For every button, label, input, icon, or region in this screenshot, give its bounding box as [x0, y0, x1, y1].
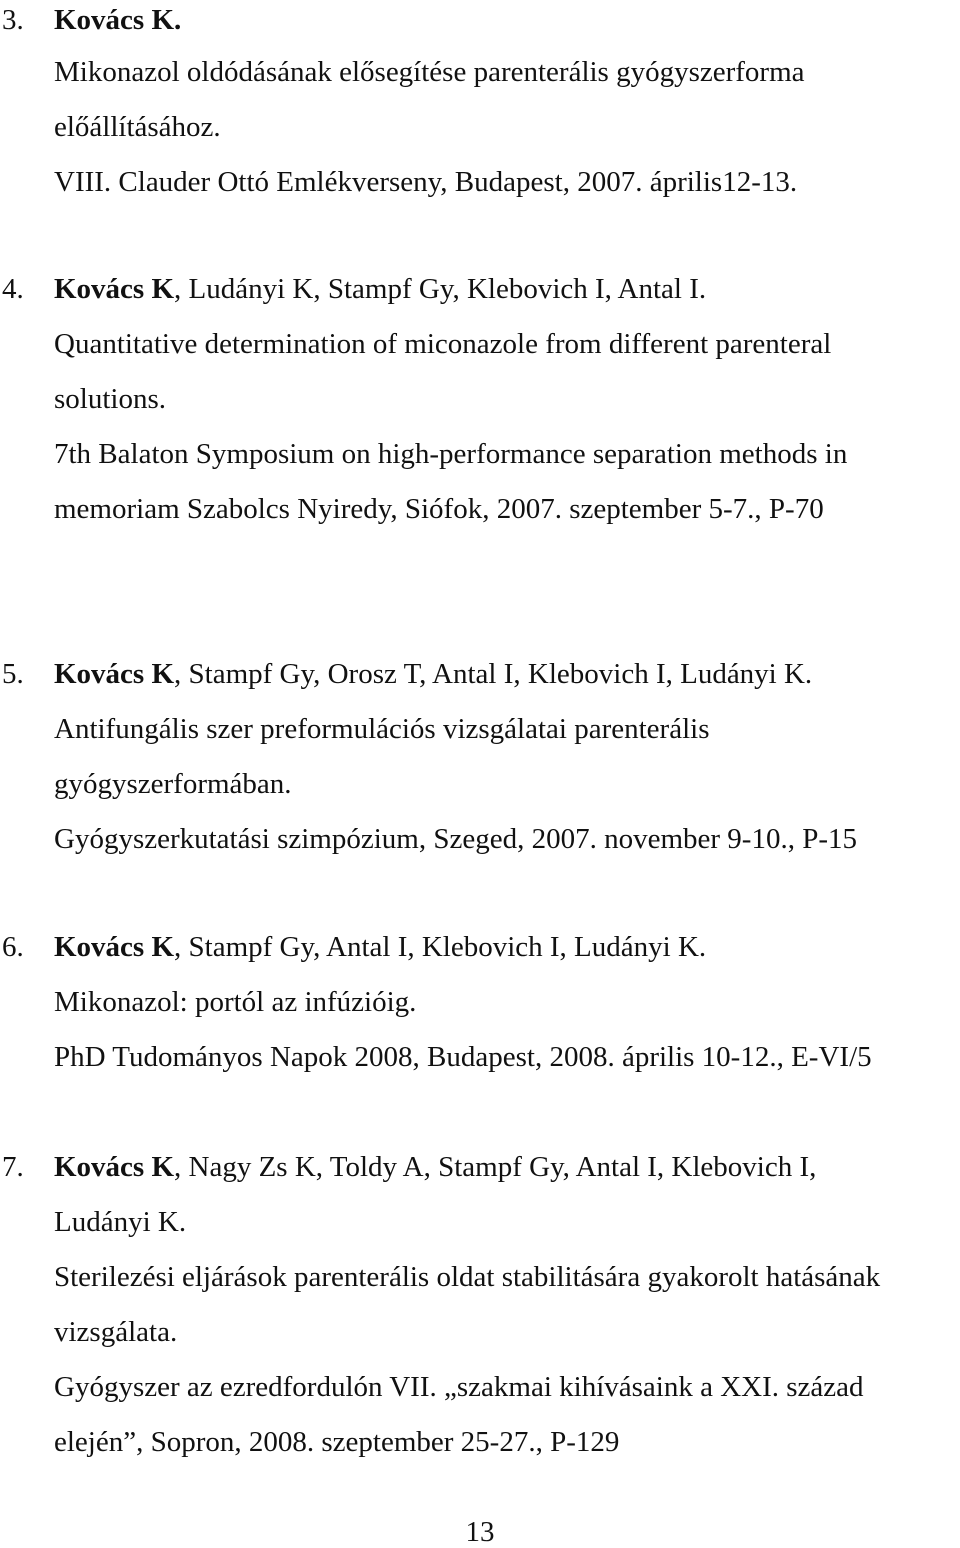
lead-author: Kovács K: [54, 273, 175, 305]
entry-line: PhD Tudományos Napok 2008, Budapest, 2008. április 10-12., E-VI/5: [54, 1041, 872, 1073]
entry-authors: [54, 933, 706, 962]
entry-line: Ludányi K.: [54, 1206, 187, 1238]
lead-author: Kovács K: [54, 931, 175, 963]
entry-number: 7.: [2, 1151, 24, 1183]
entry-number: 5.: [2, 658, 24, 690]
entry-authors: [54, 1153, 816, 1182]
entry-number: 4.: [2, 273, 24, 305]
coauthors: .: [174, 4, 182, 36]
coauthors: , Stampf Gy, Orosz T, Antal I, Klebovich I, Ludányi K.: [174, 658, 813, 690]
entry-line: Gyógyszerkutatási szimpózium, Szeged, 2007. november 9-10., P-15: [54, 823, 857, 855]
entry-line: solutions.: [54, 383, 166, 415]
lead-author: Kovács K: [54, 4, 175, 36]
entry-line: Mikonazol oldódásának elősegítése parenterális gyógyszerforma: [54, 56, 805, 88]
coauthors: , Stampf Gy, Antal I, Klebovich I, Ludányi K.: [174, 931, 707, 963]
entry-authors: [54, 275, 706, 304]
entry-line: gyógyszerformában.: [54, 768, 292, 800]
entry-line: Quantitative determination of miconazole from different parenteral: [54, 328, 832, 360]
entry-line: VIII. Clauder Ottó Emlékverseny, Budapest, 2007. április12-13.: [54, 166, 798, 198]
entry-line: elején”, Sopron, 2008. szeptember 25-27., P-129: [54, 1426, 620, 1458]
entry-authors: [54, 6, 181, 35]
lead-author: Kovács K: [54, 658, 175, 690]
entry-line: Antifungális szer preformulációs vizsgálatai parenterális: [54, 713, 710, 745]
lead-author: Kovács K: [54, 1151, 175, 1183]
entry-line: vizsgálata.: [54, 1316, 178, 1348]
entry-line: Gyógyszer az ezredfordulón VII. „szakmai kihívásaink a XXI. század: [54, 1371, 864, 1403]
entry-line: előállításához.: [54, 111, 221, 143]
entry-line: Sterilezési eljárások parenterális oldat stabilitására gyakorolt hatásának: [54, 1261, 881, 1293]
coauthors: , Nagy Zs K, Toldy A, Stampf Gy, Antal I, Klebovich I,: [174, 1151, 817, 1183]
entry-authors: [54, 660, 812, 689]
entry-line: memoriam Szabolcs Nyiredy, Siófok, 2007. szeptember 5-7., P-70: [54, 493, 824, 525]
entry-number: 6.: [2, 931, 24, 963]
entry-line: Mikonazol: portól az infúzióig.: [54, 986, 417, 1018]
entry-line: 7th Balaton Symposium on high-performance separation methods in: [54, 438, 848, 470]
entry-number: 3.: [2, 4, 24, 36]
coauthors: , Ludányi K, Stampf Gy, Klebovich I, Antal I.: [174, 273, 707, 305]
page-number: 13: [465, 1516, 495, 1548]
